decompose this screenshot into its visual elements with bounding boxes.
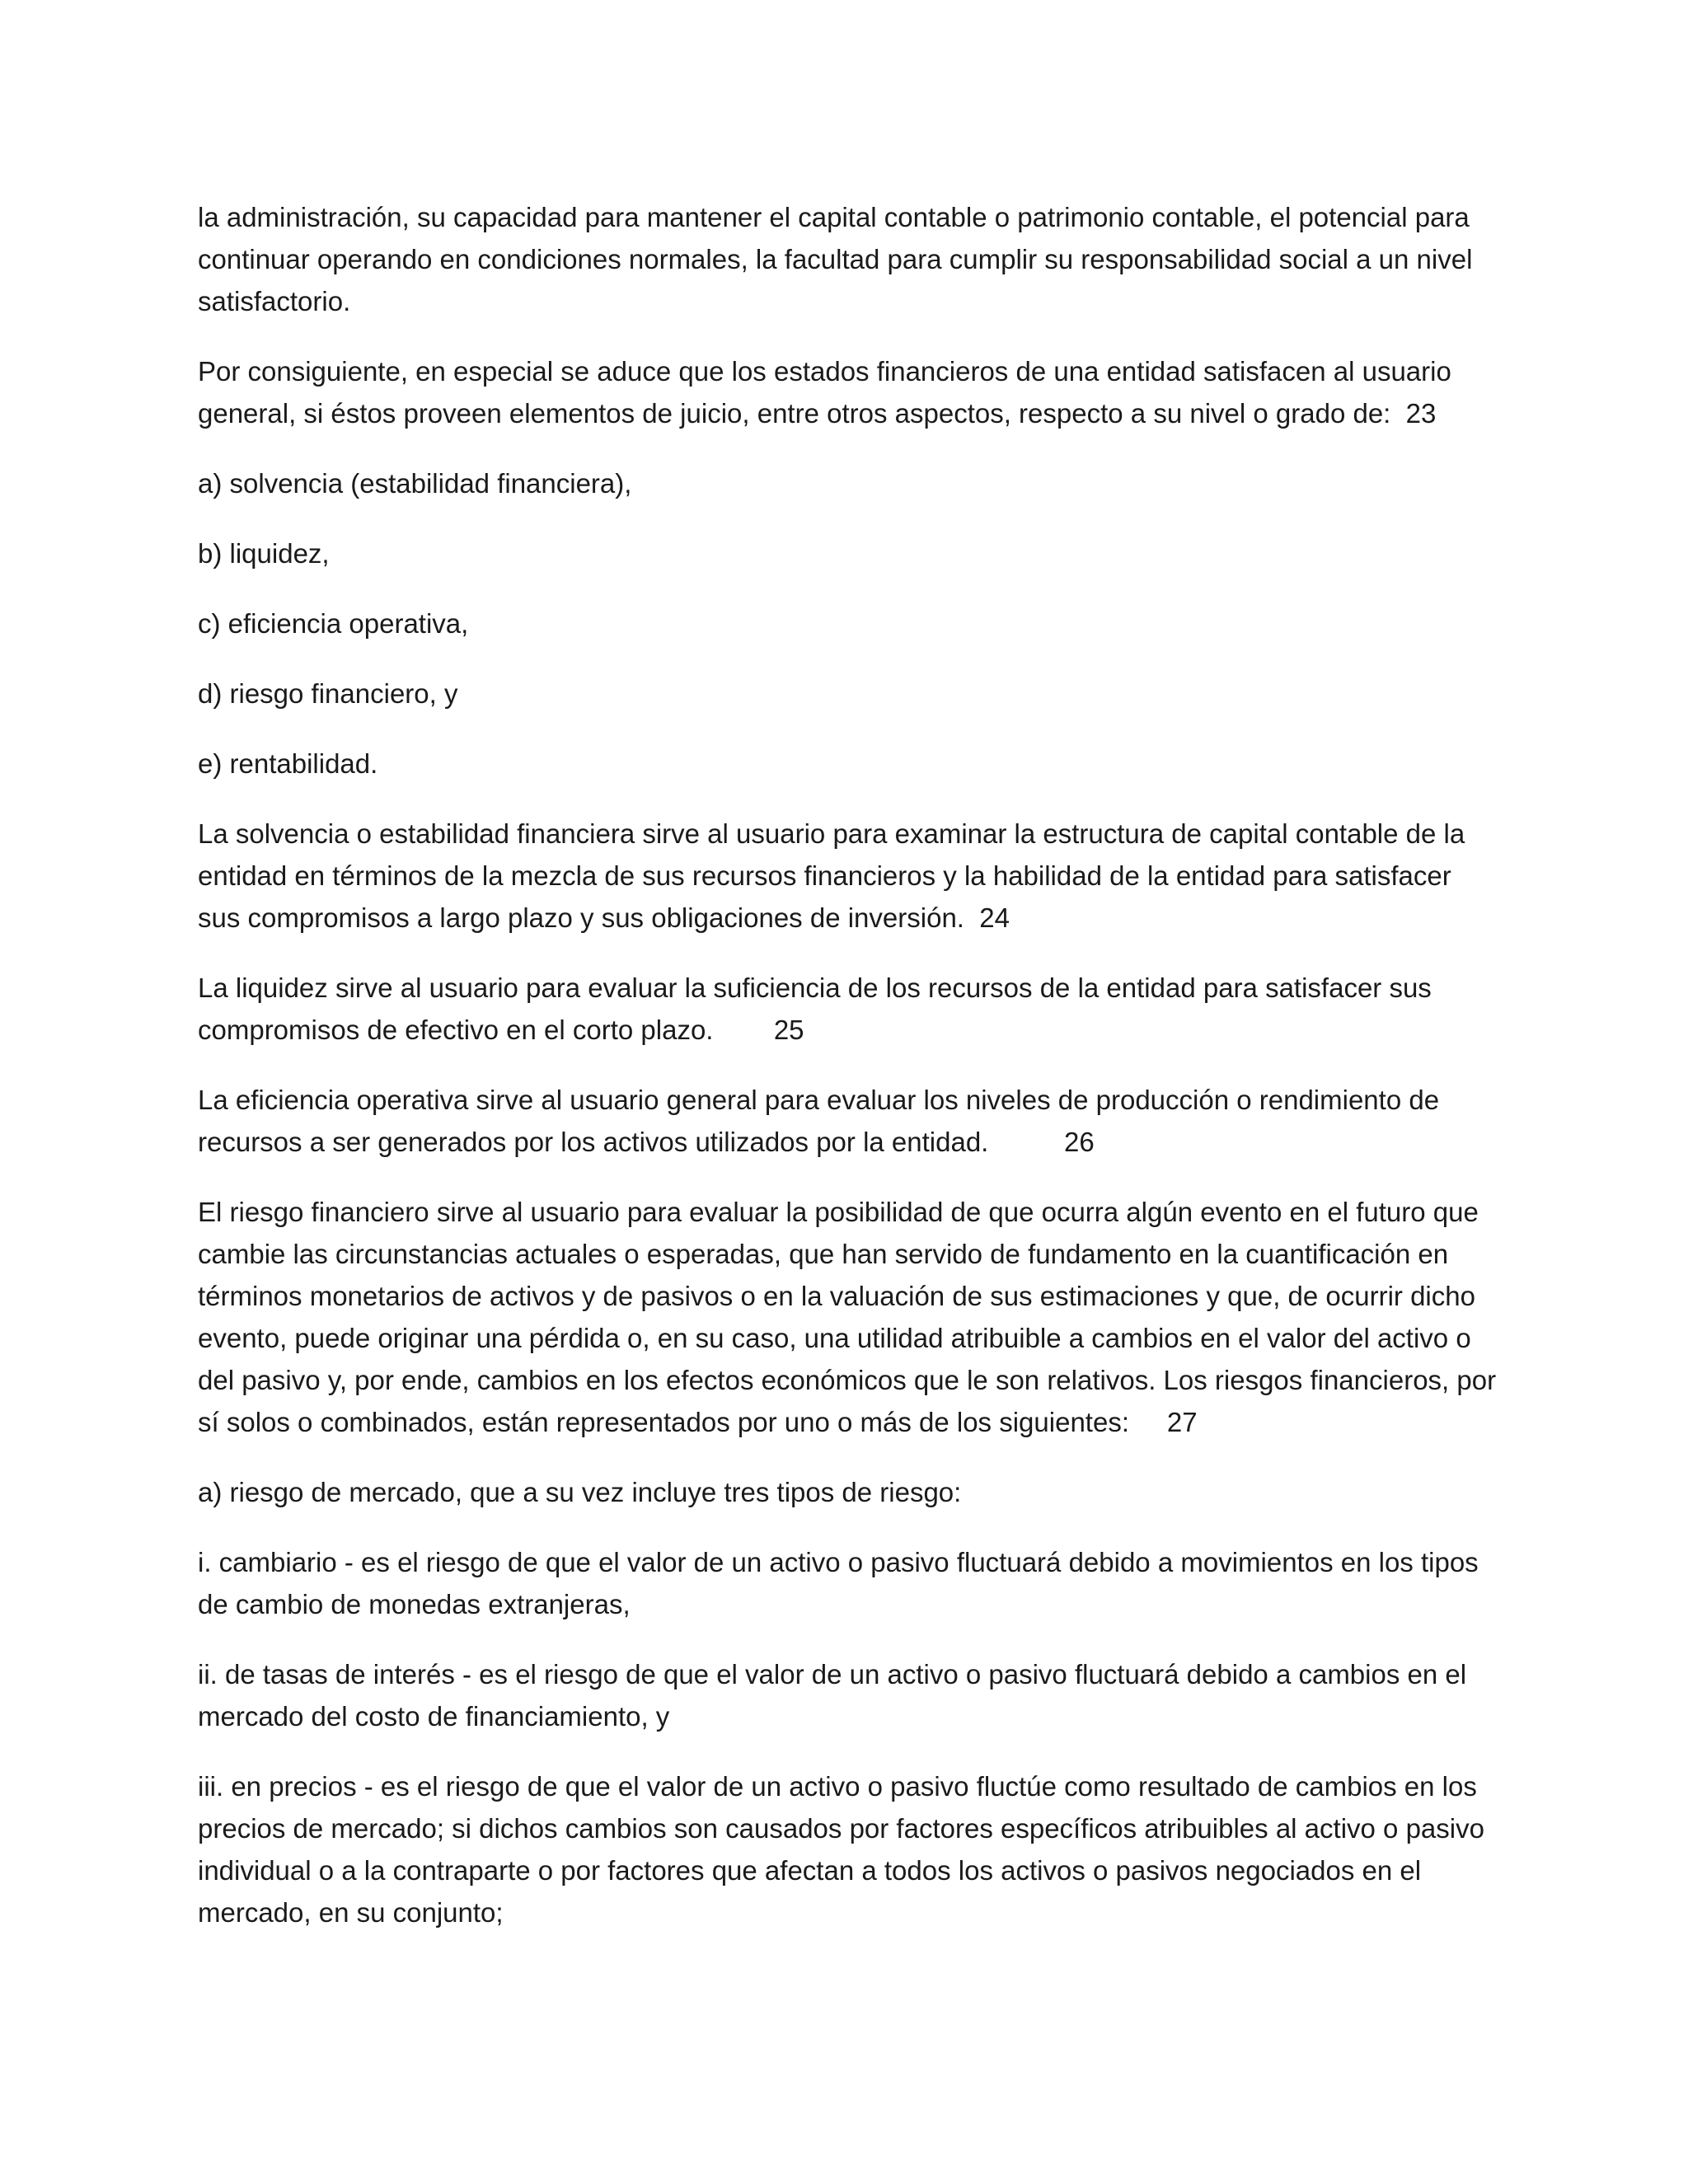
paragraph-solvencia: La solvencia o estabilidad financiera sirve al usuario para examinar la estructura de capital contable de la entidad en términos de la mezcla de sus recursos financieros y la habilidad de la entidad para satisfacer sus compromisos a largo plazo y sus obligaciones de inversión. 24	[198, 818, 1473, 933]
list-item-rentabilidad: e) rentabilidad.	[198, 748, 378, 779]
list-item-cambiario: i. cambiario - es el riesgo de que el valor de un activo o pasivo fluctuará debido a movimientos en los tipos de cambio de monedas extranjeras,	[198, 1547, 1486, 1619]
paragraph-eficiencia: La eficiencia operativa sirve al usuario general para evaluar los niveles de producción o rendimiento de recursos a ser generados por los activos utilizados por la entidad. 26	[198, 1085, 1447, 1157]
document-body	[198, 196, 1504, 1961]
list-item-precios: iii. en precios - es el riesgo de que el valor de un activo o pasivo fluctúe como resultado de cambios en los precios de mercado; si dichos cambios son causados por factores específicos atribuibles al activo o pasivo individual o a la contraparte o por factores que afectan a todos los activos o pasivos negociados en el mercado, en su conjunto;	[198, 1771, 1493, 1928]
list-item-solvencia: a) solvencia (estabilidad financiera),	[198, 468, 632, 499]
list-item-liquidez: b) liquidez,	[198, 538, 330, 569]
list-item-eficiencia: c) eficiencia operativa,	[198, 608, 469, 639]
list-item-tasas-interes: ii. de tasas de interés - es el riesgo de que el valor de un activo o pasivo fluctuará debido a cambios en el mercado del costo de financiamiento, y	[198, 1659, 1475, 1732]
paragraph-liquidez: La liquidez sirve al usuario para evaluar la suficiencia de los recursos de la entidad para satisfacer sus compromisos de efectivo en el corto plazo. 25	[198, 972, 1439, 1045]
paragraph-riesgo-financiero: El riesgo financiero sirve al usuario para evaluar la posibilidad de que ocurra algún evento en el futuro que cambie las circunstancias actuales o esperadas, que han servido de fundamento en la cuantificación en términos monetarios de activos y de pasivos o en la valuación de sus estimaciones y que, de ocurrir dicho evento, puede originar una pérdida o, en su caso, una utilidad atribuible a cambios en el valor del activo o del pasivo y, por ende, cambios en los efectos económicos que le son relativos. Los riesgos financieros, por sí solos o combinados, están representados por uno o más de los siguientes: 27	[198, 1197, 1504, 1437]
paragraph-statements-purpose: Por consiguiente, en especial se aduce que los estados financieros de una entidad satisfacen al usuario general, si éstos proveen elementos de juicio, entre otros aspectos, respecto a su nivel o grado de: 23	[198, 356, 1460, 429]
paragraph-intro-continuation: la administración, su capacidad para mantener el capital contable o patrimonio contable, el potencial para continuar operando en condiciones normales, la facultad para cumplir su responsabilidad social a un nivel satisfactorio.	[198, 202, 1480, 316]
list-item-riesgo: d) riesgo financiero, y	[198, 678, 458, 709]
list-item-riesgo-mercado: a) riesgo de mercado, que a su vez incluye tres tipos de riesgo:	[198, 1477, 962, 1507]
